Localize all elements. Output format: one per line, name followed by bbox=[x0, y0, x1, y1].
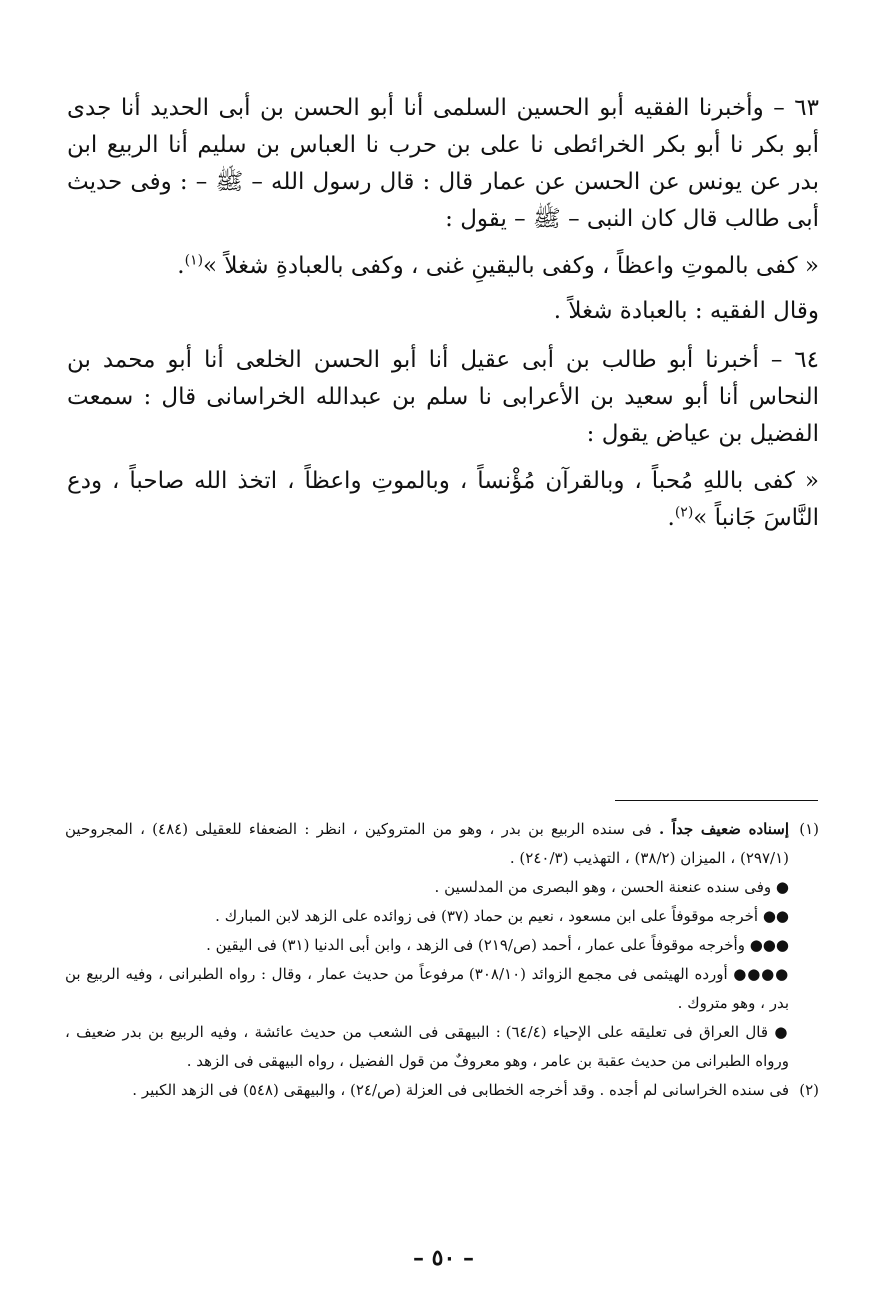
quote-1 bbox=[67, 248, 819, 285]
footnote-1-bullet-2: ●● أخرجه موقوفاً على ابن مسعود ، نعيم بن حماد (٣٧) فى زوائده على الزهد لابن المبارك . bbox=[215, 907, 789, 925]
page-number: – ٥٠ – bbox=[413, 1245, 474, 1271]
footnote-1-text: فى سنده الربيع بن بدر ، وهو من المتروكين ، انظر : الضعفاء للعقيلى (٤٨٤) ، المجروحين (٢٩٧/١) ، الميزان (٣٨/٢) ، التهذيب (٢٤٠/٣) . bbox=[65, 820, 789, 867]
footnote-1-bullet-5: ● قال العراق فى تعليقه على الإحياء (٦٤/٤) : البيهقى فى الشعب من حديث عائشة ، وفيه الربيع بن بدر ضعيف ، ورواه الطبرانى من حديث عقبة بن عامر ، وهو معروفٌ من قول الفضيل ، رواه البيهقى فى الزهد . bbox=[65, 1023, 790, 1070]
quote-2-end: . bbox=[667, 505, 675, 531]
footnote-1 bbox=[65, 815, 819, 873]
footnote-divider bbox=[615, 800, 818, 801]
footnote-2-number: (٢) bbox=[799, 1081, 819, 1099]
footnote-ref-2[interactable]: (٢) bbox=[674, 504, 694, 521]
quote-1-text: « كفى بالموتِ واعظاً ، وكفى باليقينِ غنى ، وكفى بالعبادةِ شغلاً » bbox=[203, 253, 819, 279]
footnote-1-bullet-4: ●●●● أورده الهيثمى فى مجمع الزوائد (٣٠٨/١٠) مرفوعاً من حديث عمار ، وقال : رواه الطبرانى ، وفيه الربيع بن بدر ، وهو متروك . bbox=[65, 965, 790, 1012]
footnote-1-bullet-1: ● وفى سنده عنعنة الحسن ، وهو البصرى من المدلسين . bbox=[434, 878, 789, 896]
footnote-2-text: فى سنده الخراسانى لم أجده . وقد أخرجه الخطابى فى العزلة (ص/٢٤) ، والبيهقى (٥٤٨) فى الزهد الكبير . bbox=[132, 1081, 789, 1099]
main-text bbox=[67, 90, 819, 545]
footnote-1-verdict: إسناده ضعيف جداً . bbox=[658, 820, 789, 838]
footnote-1-bullet-3: ●●● وأخرجه موقوفاً على عمار ، أحمد (ص/٢١٩) فى الزهد ، وابن أبى الدنيا (٣١) فى اليقين . bbox=[206, 936, 789, 954]
footnote-1-body bbox=[65, 815, 789, 873]
quote-2-text: « كفى باللهِ مُحباً ، وبالقرآن مُؤْنساً ، وبالموتِ واعظاً ، اتخذ الله صاحباً ، ودع النَّاسَ جَانباً » bbox=[67, 468, 819, 531]
faqih-statement: وقال الفقيه : بالعبادة شغلاً . bbox=[553, 298, 819, 324]
footnote-2 bbox=[65, 1076, 819, 1105]
footnotes bbox=[65, 815, 819, 1105]
hadith-64: ٦٤ – أخبرنا أبو طالب بن أبى عقيل أنا أبو الحسن الخلعى أنا أبو محمد بن النحاس أنا أبو سعيد بن الأعرابى نا سلم بن عبدالله الخراسانى قال : سمعت الفضيل بن عياض يقول : bbox=[67, 347, 819, 447]
hadith-63: ٦٣ – وأخبرنا الفقيه أبو الحسين السلمى أنا أبو الحسن بن أبى الحديد أنا جدى أبو بكر نا أبو بكر الخرائطى نا على بن حرب نا العباس بن سليم أنا الربيع ابن بدر عن يونس عن الحسن عن عمار قال : قال رسول الله – ﷺ – : وفى حديث أبى طالب قال كان النبى – ﷺ – يقول : bbox=[67, 95, 819, 232]
footnote-ref-1[interactable]: (١) bbox=[184, 252, 204, 269]
quote-2 bbox=[67, 463, 819, 537]
quote-1-end: . bbox=[177, 253, 185, 279]
footnote-1-number: (١) bbox=[799, 820, 819, 838]
